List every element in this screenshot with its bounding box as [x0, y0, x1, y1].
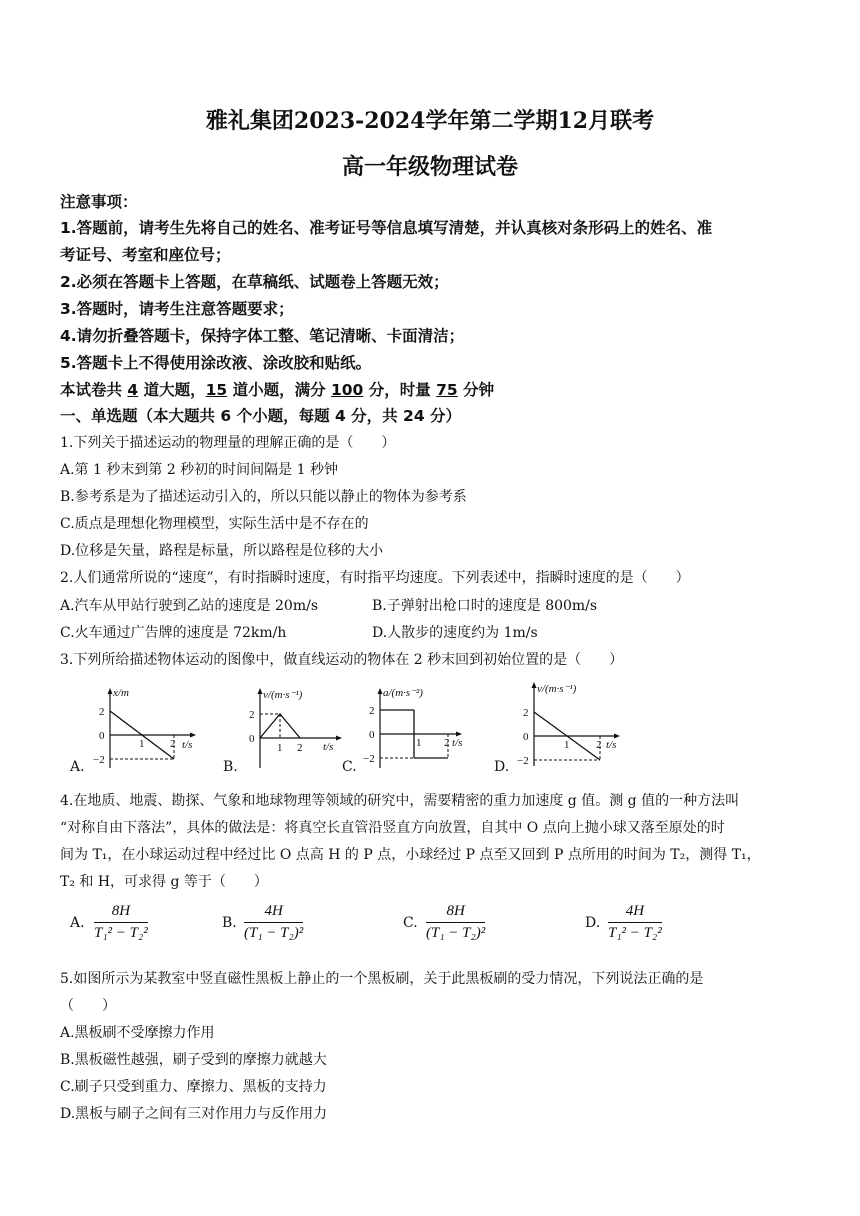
- x-tick-label: 1: [139, 738, 145, 750]
- x-tick-label: 1: [564, 739, 570, 751]
- question-stem-line: （ ）: [60, 998, 116, 1014]
- option-d: D.人散步的速度约为 1m/s: [372, 625, 538, 641]
- notice-item: 考证号、考室和座位号；: [60, 246, 231, 264]
- x-axis-label: t/s: [606, 739, 617, 751]
- option-a: A.汽车从甲站行驶到乙站的速度是 20m/s: [60, 598, 319, 614]
- summary-num: 100: [330, 381, 364, 399]
- y-tick-label: −2: [93, 754, 105, 766]
- y-tick-label: 2: [249, 709, 255, 721]
- y-tick-label: 2: [99, 706, 105, 718]
- y-tick-label: −2: [363, 753, 375, 765]
- y-axis-label: a/(m·s⁻²): [383, 687, 423, 699]
- fraction-denominator: (T₁ − T₂)²: [426, 925, 486, 941]
- option-c: C.刷子只受到重力、摩擦力、黑板的支持力: [60, 1079, 327, 1095]
- option-c: C.: [342, 759, 357, 775]
- option-a: A.第 1 秒末到第 2 秒初的时间间隔是 1 秒钟: [60, 462, 338, 478]
- question-stem-line: “对称自由下落法”，具体的做法是：将真空长直管沿竖直方向放置，自其中 O 点向上抛小球又落至原处的时: [60, 820, 725, 836]
- question-stem-line: 间为 T₁，在小球运动过程中经过比 O 点高 H 的 P 点，小球经过 P 点至又回到 P 点所用的时间为 T₂，测得 T₁，: [60, 847, 761, 863]
- x-axis-label: t/s: [452, 737, 463, 749]
- summary-text: 分，时量: [363, 381, 437, 399]
- fraction-numerator: 8H: [94, 903, 148, 923]
- summary-num: 15: [205, 381, 228, 399]
- option-b: B.: [222, 915, 237, 931]
- option-d: D.: [585, 915, 601, 931]
- y-tick-label: 0: [99, 730, 105, 742]
- fraction-numerator: 4H: [244, 903, 303, 923]
- y-tick-label: 2: [523, 707, 529, 719]
- question-stem-line: 5.如图所示为某教室中竖直磁性黑板上静止的一个黑板刷，关于此黑板刷的受力情况，下列说法正确的是: [60, 971, 704, 987]
- fraction-b: [244, 903, 303, 942]
- x-tick-label: 2: [297, 742, 303, 754]
- option-a: A.: [70, 759, 85, 775]
- y-tick-label: 0: [369, 729, 375, 741]
- section-heading: 一、单选题（本大题共 6 个小题，每题 4 分，共 24 分）: [60, 407, 462, 425]
- option-b: B.参考系是为了描述运动引入的，所以只能以静止的物体为参考系: [60, 489, 467, 505]
- x-tick-label: 2: [444, 737, 450, 749]
- summary-text: 道大题，: [138, 381, 206, 399]
- exam-subtitle: 高一年级物理试卷: [341, 154, 518, 180]
- graph-b: [238, 684, 348, 780]
- option-d: D.黑板与刷子之间有三对作用力与反作用力: [60, 1106, 328, 1122]
- fraction-denominator: (T₁ − T₂)²: [244, 925, 304, 941]
- notice-item: 3.答题时，请考生注意答题要求；: [60, 300, 294, 318]
- y-axis-label: v/(m·s⁻¹): [263, 689, 303, 701]
- x-tick-label: 2: [596, 739, 602, 751]
- option-c: C.质点是理想化物理模型，实际生活中是不存在的: [60, 516, 369, 532]
- y-tick-label: 2: [369, 705, 375, 717]
- y-tick-label: 0: [523, 731, 529, 743]
- x-tick-label: 1: [277, 742, 283, 754]
- summary-num: 75: [436, 381, 458, 399]
- y-axis-label: x/m: [113, 687, 129, 699]
- fraction-numerator: 8H: [426, 903, 485, 923]
- x-axis-label: t/s: [323, 741, 334, 753]
- option-d: D.位移是矢量，路程是标量，所以路程是位移的大小: [60, 543, 384, 559]
- notice-item: 5.答题卡上不得使用涂改液、涂改胶和贴纸。: [60, 354, 372, 372]
- graph-d: [512, 678, 632, 778]
- summary-text: 本试卷共: [60, 381, 128, 399]
- option-b: B.: [223, 759, 238, 775]
- question-stem-line: 4.在地质、地震、勘探、气象和地球物理等领域的研究中，需要精密的重力加速度 g 值。测 g 值的一种方法叫: [60, 793, 740, 809]
- notice-item: 1.答题前，请考生先将自己的姓名、准考证号等信息填写清楚，并认真核对条形码上的姓名、准: [60, 219, 713, 237]
- y-tick-label: 0: [249, 733, 255, 745]
- question-stem: 2.人们通常所说的“速度”，有时指瞬时速度，有时指平均速度。下列表述中，指瞬时速度的是（ ）: [60, 570, 690, 586]
- option-a: A.黑板刷不受摩擦力作用: [60, 1025, 215, 1041]
- question-stem: 3.下列所给描述物体运动的图像中，做直线运动的物体在 2 秒末回到初始位置的是（ ）: [60, 652, 624, 668]
- question-stem: 1.下列关于描述运动的物理量的理解正确的是（ ）: [60, 435, 396, 451]
- x-tick-label: 2: [170, 738, 176, 750]
- exam-summary: [60, 378, 494, 400]
- x-axis-label: t/s: [182, 739, 193, 751]
- option-c: C.: [403, 915, 418, 931]
- y-tick-label: −2: [517, 755, 529, 767]
- option-d: D.: [494, 759, 510, 775]
- summary-text: 分钟: [457, 381, 495, 399]
- notice-item: 2.必须在答题卡上答题，在草稿纸、试题卷上答题无效；: [60, 273, 449, 291]
- fraction-numerator: 4H: [608, 903, 662, 923]
- notice-item: 4.请勿折叠答题卡，保持字体工整、笔记清晰、卡面清洁；: [60, 327, 465, 345]
- option-b: B.子弹射出枪口时的速度是 800m/s: [372, 598, 598, 614]
- exam-title: 雅礼集团2023-2024学年第二学期12月联考: [205, 108, 655, 134]
- fraction-d: [608, 903, 662, 942]
- fraction-denominator: T₁² − T₂²: [94, 925, 148, 941]
- fraction-c: [426, 903, 485, 942]
- option-b: B.黑板磁性越强，刷子受到的摩擦力就越大: [60, 1052, 327, 1068]
- fraction-denominator: T₁² − T₂²: [608, 925, 662, 941]
- option-a: A.: [70, 915, 85, 931]
- question-stem-line: T₂ 和 H，可求得 g 等于（ ）: [60, 874, 268, 890]
- summary-num: 4: [127, 381, 139, 399]
- graph-a: [88, 684, 198, 780]
- summary-text: 道小题，满分: [227, 381, 331, 399]
- graph-c: [358, 684, 478, 780]
- option-c: C.火车通过广告牌的速度是 72km/h: [60, 625, 287, 641]
- fraction-a: [94, 903, 148, 942]
- x-tick-label: 1: [416, 737, 422, 749]
- y-axis-label: v/(m·s⁻¹): [537, 683, 577, 695]
- notice-heading: 注意事项：: [60, 193, 138, 211]
